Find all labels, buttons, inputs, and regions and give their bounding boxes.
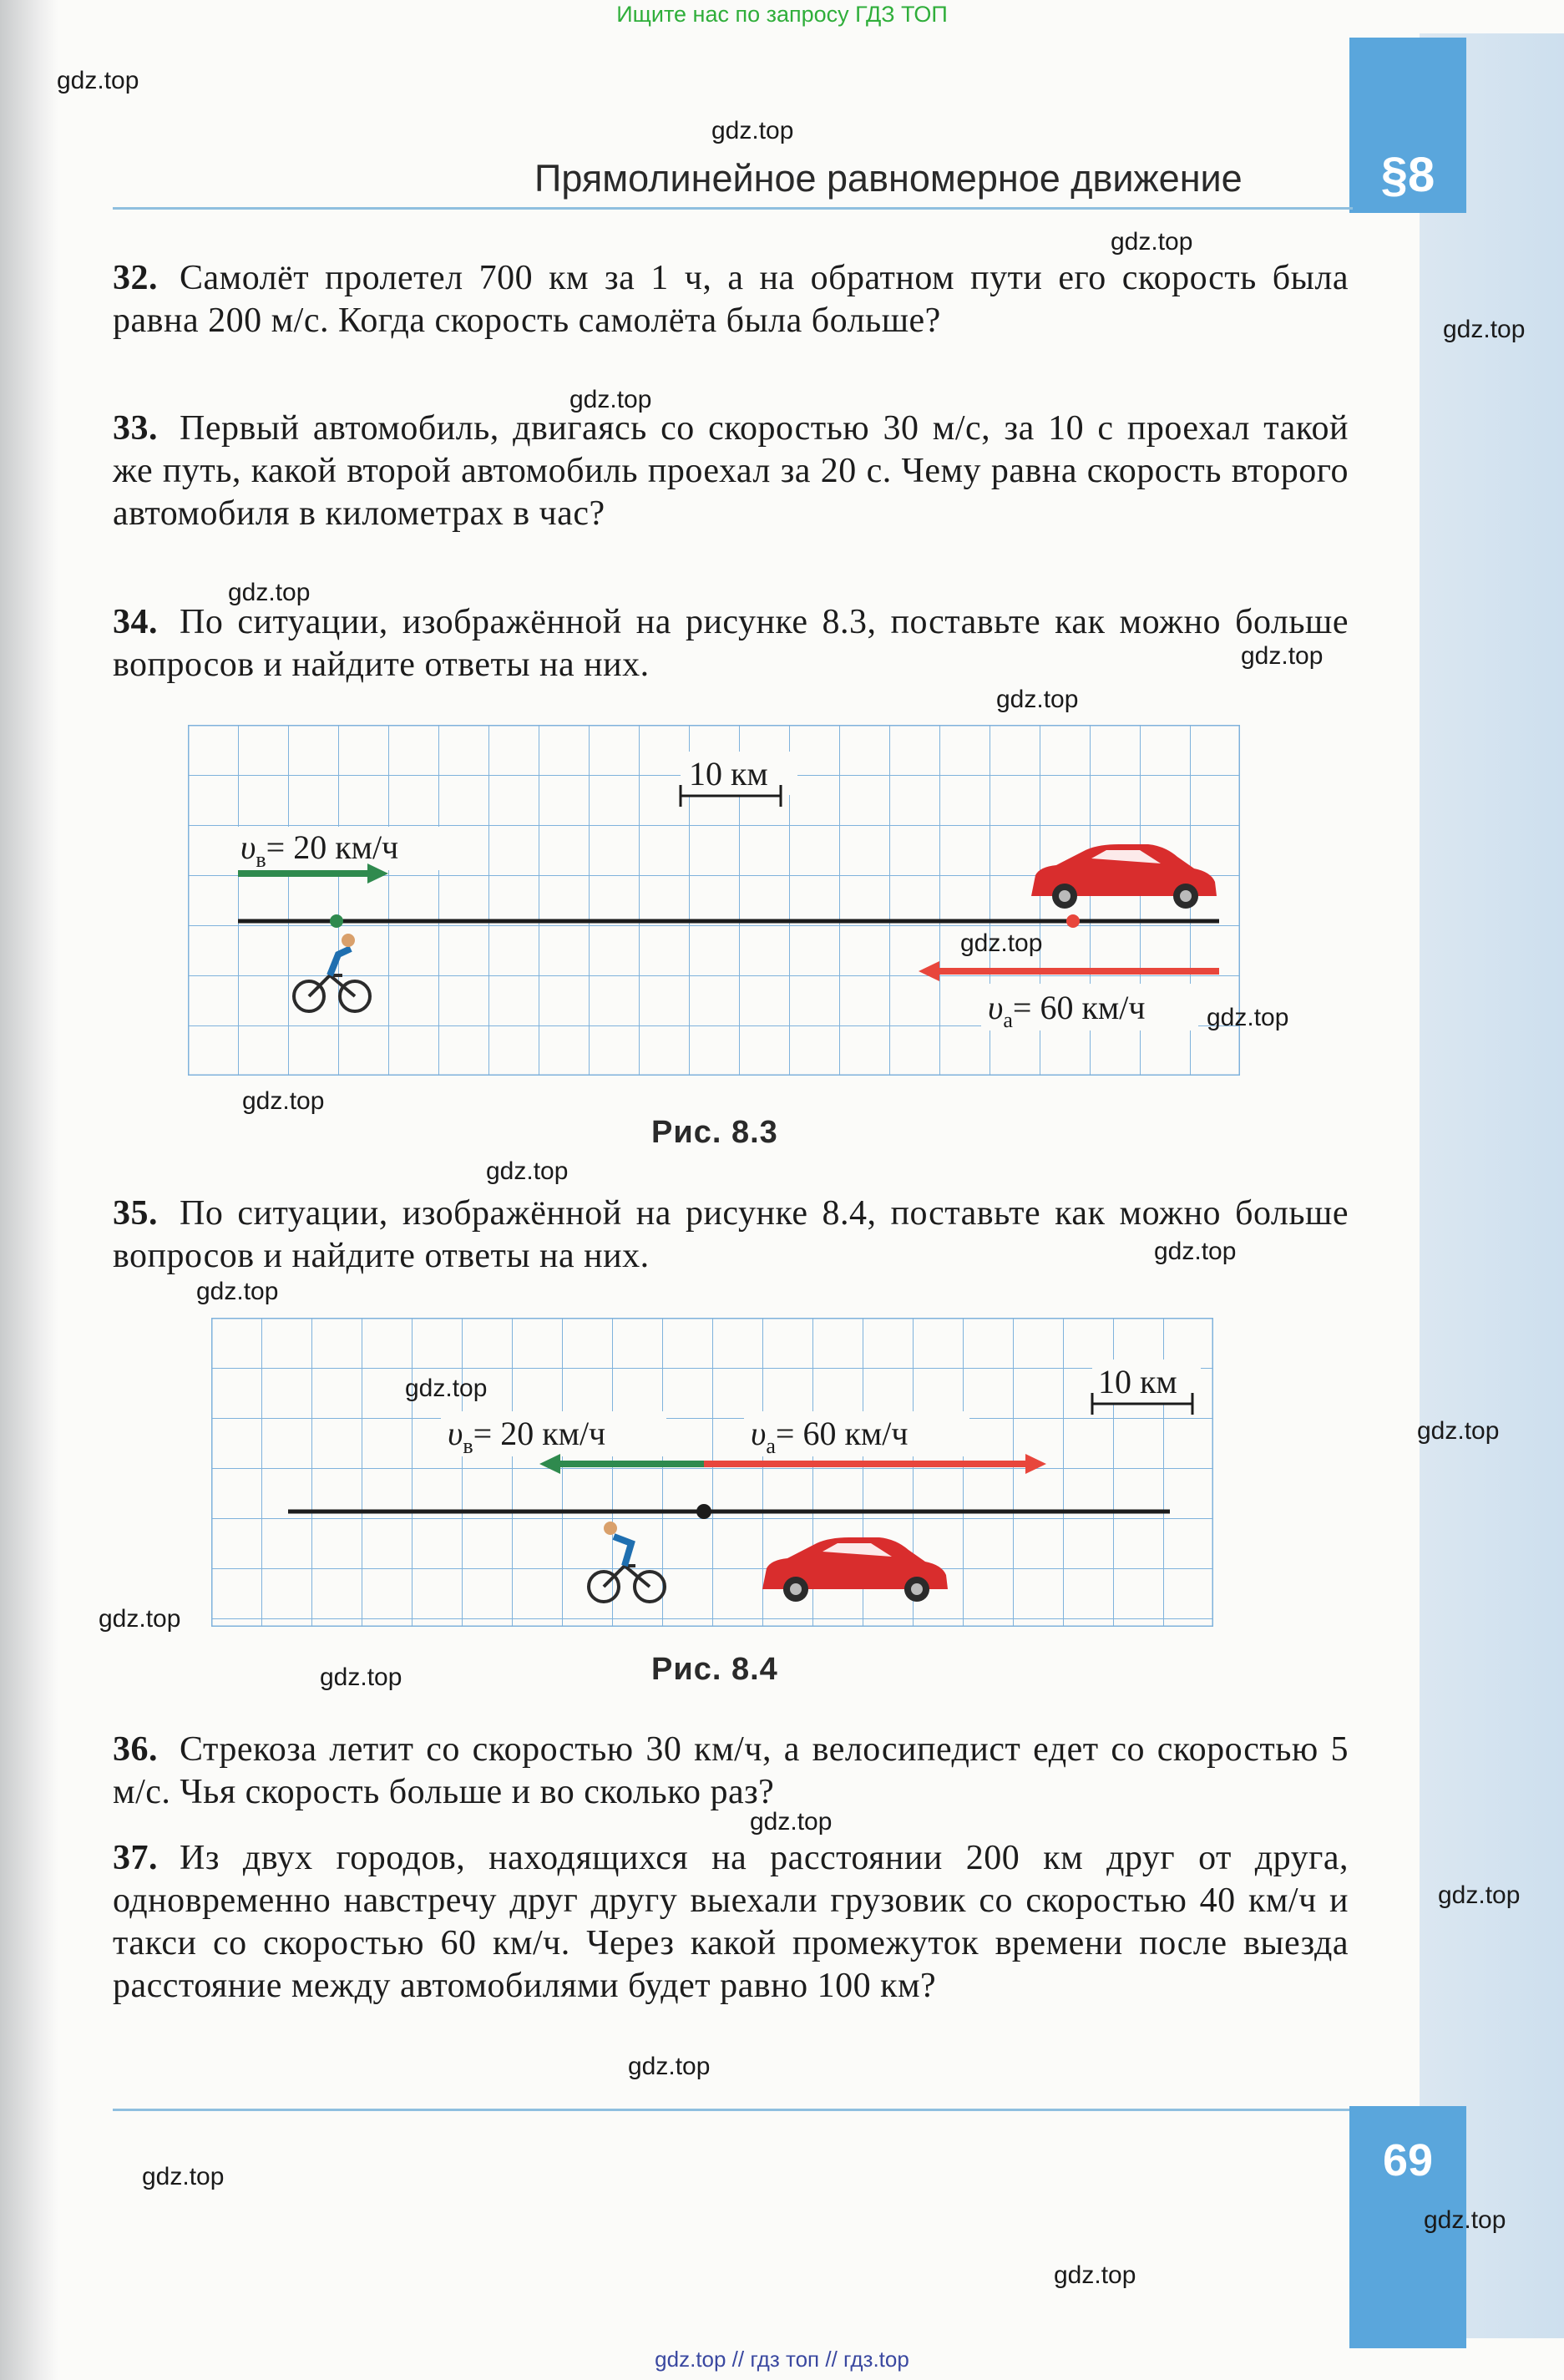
scale-label: 10 км bbox=[689, 755, 768, 792]
watermark: gdz.top bbox=[142, 2163, 225, 2190]
figure-8-4 bbox=[211, 1318, 1213, 1627]
watermark: gdz.top bbox=[1054, 2261, 1136, 2289]
watermark: gdz.top bbox=[960, 929, 1043, 957]
bike-subscript: в bbox=[463, 1434, 473, 1458]
figure-caption-8-3: Рис. 8.3 bbox=[651, 1115, 778, 1150]
car-speed-value: = 60 км/ч bbox=[775, 1415, 909, 1452]
problem-number: 37. bbox=[113, 1839, 158, 1877]
watermark: gdz.top bbox=[405, 1375, 488, 1402]
grid-background bbox=[211, 1318, 1213, 1627]
problem-36 bbox=[113, 1729, 1349, 1814]
watermark: gdz.top bbox=[996, 686, 1079, 713]
page-margin-band bbox=[1420, 33, 1564, 2338]
search-hint: Ищите нас по запросу ГДЗ ТОП bbox=[616, 2, 948, 27]
watermark: gdz.top bbox=[1154, 1238, 1237, 1265]
bike-position-point bbox=[330, 914, 343, 928]
problem-number: 33. bbox=[113, 409, 158, 448]
section-tab: §8 bbox=[1349, 38, 1466, 213]
header-rule bbox=[113, 207, 1353, 210]
bike-speed-value: = 20 км/ч bbox=[266, 828, 399, 866]
meeting-point bbox=[696, 1504, 711, 1519]
watermark: gdz.top bbox=[228, 579, 311, 606]
problem-text: Стрекоза летит со скоростью 30 км/ч, а велосипедист едет со скоростью 5 м/с. Чья скорость больше и во сколько раз? bbox=[113, 1730, 1349, 1811]
car-subscript: а bbox=[1003, 1008, 1013, 1032]
watermark: gdz.top bbox=[242, 1087, 325, 1115]
problem-number: 35. bbox=[113, 1194, 158, 1233]
watermark: gdz.top bbox=[628, 2053, 711, 2080]
watermark: gdz.top bbox=[486, 1157, 569, 1185]
footer-links: gdz.top // гдз топ // гдз.top bbox=[655, 2347, 909, 2372]
watermark: gdz.top bbox=[1417, 1417, 1500, 1445]
problem-text: Самолёт пролетел 700 км за 1 ч, а на обратном пути его скорость была равна 200 м/с. Когда скорость самолёта была больше? bbox=[113, 259, 1349, 340]
problem-text: По ситуации, изображённой на рисунке 8.4, поставьте как можно больше вопросов и найдите ответы на них. bbox=[113, 1194, 1349, 1275]
book-spine-shadow bbox=[0, 0, 58, 2380]
car-speed-value: = 60 км/ч bbox=[1012, 989, 1146, 1026]
watermark: gdz.top bbox=[1207, 1004, 1289, 1031]
watermark: gdz.top bbox=[1438, 1881, 1521, 1909]
velocity-symbol: υ bbox=[988, 989, 1004, 1026]
problem-text: Первый автомобиль, двигаясь со скоростью 30 м/с, за 10 с проехал такой же путь, какой второй автомобиль проехал за 20 с. Чему равна скорость второго автомобиля в километрах в час? bbox=[113, 409, 1349, 533]
watermark: gdz.top bbox=[196, 1278, 279, 1305]
bike-subscript: в bbox=[256, 848, 266, 872]
watermark: gdz.top bbox=[57, 67, 139, 94]
figure-caption-8-4: Рис. 8.4 bbox=[651, 1652, 778, 1687]
velocity-symbol: υ bbox=[448, 1415, 463, 1452]
watermark: gdz.top bbox=[99, 1605, 181, 1633]
problem-34 bbox=[113, 601, 1349, 686]
watermark: gdz.top bbox=[711, 117, 794, 144]
watermark: gdz.top bbox=[750, 1808, 833, 1836]
problem-37 bbox=[113, 1837, 1349, 2008]
car-position-point bbox=[1066, 914, 1080, 928]
page-number: 69 bbox=[1349, 2106, 1466, 2348]
velocity-symbol: υ bbox=[751, 1415, 767, 1452]
running-title: Прямолинейное равномерное движение bbox=[534, 157, 1243, 200]
problem-number: 32. bbox=[113, 259, 158, 297]
problem-number: 34. bbox=[113, 603, 158, 641]
watermark: gdz.top bbox=[1241, 642, 1324, 670]
watermark: gdz.top bbox=[569, 386, 652, 413]
watermark: gdz.top bbox=[1111, 228, 1193, 256]
watermark: gdz.top bbox=[320, 1663, 402, 1691]
problem-32 bbox=[113, 257, 1349, 342]
scale-label: 10 км bbox=[1098, 1363, 1177, 1400]
figure-8-3 bbox=[188, 725, 1240, 1076]
footer-rule bbox=[113, 2109, 1353, 2111]
problem-text: По ситуации, изображённой на рисунке 8.3, поставьте как можно больше вопросов и найдите ответы на них. bbox=[113, 603, 1349, 684]
problem-33 bbox=[113, 408, 1349, 535]
problem-number: 36. bbox=[113, 1730, 158, 1769]
bike-speed-value: = 20 км/ч bbox=[473, 1415, 606, 1452]
velocity-symbol: υ bbox=[240, 828, 256, 866]
problem-text: Из двух городов, находящихся на расстоянии 200 км друг от друга, одновременно навстречу друг другу выехали грузовик со скоростью 40 км/ч и такси со скоростью 60 км/ч. Через какой промежуток времени после выезда расстояние между автомобилями будет равно 100 км? bbox=[113, 1839, 1349, 2005]
car-subscript: а bbox=[766, 1434, 776, 1458]
watermark: gdz.top bbox=[1424, 2206, 1506, 2234]
watermark: gdz.top bbox=[1443, 316, 1526, 343]
